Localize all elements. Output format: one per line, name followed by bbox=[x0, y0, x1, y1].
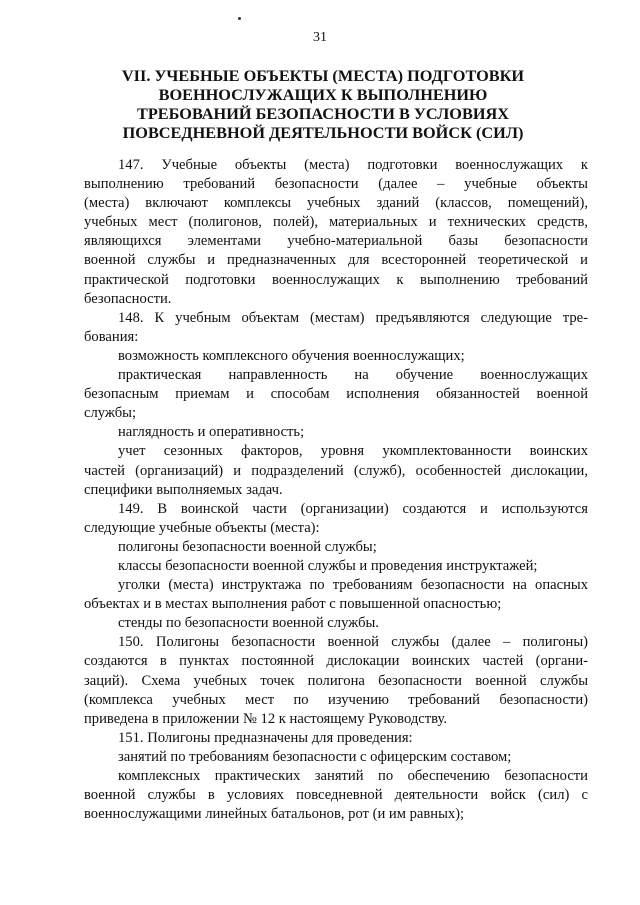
section-title-line: ПОВСЕДНЕВНОЙ ДЕЯТЕЛЬНОСТИ ВОЙСК (СИЛ) bbox=[122, 123, 524, 142]
paragraph bbox=[84, 614, 588, 633]
paragraph bbox=[84, 366, 588, 423]
paragraph-line: специфики выполняемых задач. bbox=[84, 481, 283, 498]
paragraph-line: комплексных практических занятий по обеспечению безопасности bbox=[118, 768, 588, 784]
paragraph bbox=[84, 442, 588, 499]
paragraph bbox=[84, 767, 588, 824]
paragraph bbox=[84, 576, 588, 614]
paragraph-line: 150. Полигоны безопасности военной службы (далее – полигоны) bbox=[118, 634, 588, 651]
paragraph-line: стенды по безопасности военной службы. bbox=[118, 615, 379, 632]
paragraph-line: (комплекса учебных мест по изучению требований безопасности) bbox=[84, 691, 588, 708]
paragraph-line: военной службы в условиях повседневной деятельности войск (сил) с bbox=[84, 787, 588, 804]
paragraph-line: безопасным приемам и способам исполнения обязанностей военной bbox=[84, 386, 588, 403]
paragraph-line: военнослужащими линейных батальонов, рот (и им равных); bbox=[84, 806, 465, 823]
paragraph bbox=[84, 347, 588, 366]
paragraph-line: 149. В воинской части (организации) создаются и используются bbox=[118, 500, 588, 517]
section-title-line: ТРЕБОВАНИЙ БЕЗОПАСНОСТИ В УСЛОВИЯХ bbox=[136, 104, 510, 123]
paragraph-line: бования: bbox=[84, 328, 139, 345]
paragraph-line: частей (организаций) и подразделений (служб), особенностей дислокации, bbox=[84, 462, 588, 479]
scan-speck bbox=[238, 17, 241, 20]
paragraph-line: практической подготовки военнослужащих к выполнению требований bbox=[84, 271, 588, 288]
paragraph-line: выполнению требований безопасности (далее – учебные объекты bbox=[84, 176, 588, 193]
paragraph bbox=[84, 500, 588, 538]
paragraph-line: возможность комплексного обучения военнослужащих; bbox=[118, 347, 465, 364]
paragraph-line: учет сезонных факторов, уровня укомплектованности воинских bbox=[118, 443, 588, 460]
paragraph-line: заций). Схема учебных точек полигона безопасности военной службы bbox=[84, 672, 588, 689]
paragraph-line: приведена в приложении № 12 к настоящему Руководству. bbox=[84, 710, 447, 727]
paragraph-line: объектах и в местах выполнения работ с повышенной опасностью; bbox=[84, 596, 502, 613]
paragraph bbox=[84, 633, 588, 728]
paragraph-line: наглядность и оперативность; bbox=[118, 424, 305, 441]
paragraph-line: учебных мест (полигонов, полей), материальных и технических средств, bbox=[84, 214, 588, 231]
paragraph-line: уголки (места) инструктажа по требованиям безопасности на опасных bbox=[118, 577, 588, 594]
paragraph-line: полигоны безопасности военной службы; bbox=[118, 538, 377, 555]
document-body bbox=[84, 156, 588, 824]
paragraph bbox=[84, 729, 588, 748]
paragraph bbox=[84, 557, 588, 576]
paragraph bbox=[84, 156, 588, 309]
section-title bbox=[90, 66, 556, 142]
paragraph-line: следующие учебные объекты (места): bbox=[84, 519, 320, 536]
paragraph bbox=[84, 748, 588, 767]
section-title-line: VII. УЧЕБНЫЕ ОБЪЕКТЫ (МЕСТА) ПОДГОТОВКИ bbox=[121, 66, 525, 85]
section-title-line: ВОЕННОСЛУЖАЩИХ К ВЫПОЛНЕНИЮ bbox=[158, 85, 488, 104]
paragraph-line: 147. Учебные объекты (места) подготовки военнослужащих к bbox=[118, 157, 588, 173]
paragraph-line: практическая направленность на обучение военнослужащих bbox=[118, 367, 588, 384]
paragraph-line: 148. К учебным объектам (местам) предъявляются следующие тре- bbox=[118, 309, 588, 326]
paragraph bbox=[84, 538, 588, 557]
paragraph bbox=[84, 423, 588, 442]
page-number: 31 bbox=[313, 30, 327, 45]
paragraph-line: создаются в пунктах постоянной дислокации воинских частей (органи- bbox=[84, 653, 588, 670]
paragraph bbox=[84, 309, 588, 347]
paragraph-line: безопасности. bbox=[84, 290, 172, 307]
paragraph-line: классы безопасности военной службы и проведения инструктажей; bbox=[118, 557, 538, 574]
paragraph-line: военной службы и предназначенных для всесторонней теоретической и bbox=[84, 252, 588, 269]
paragraph-line: службы; bbox=[84, 405, 137, 422]
paragraph-line: занятий по требованиям безопасности с офицерским составом; bbox=[118, 748, 512, 765]
paragraph-line: 151. Полигоны предназначены для проведения: bbox=[118, 729, 413, 746]
paragraph-line: (места) включают комплексы учебных зданий (классов, помещений), bbox=[84, 195, 588, 212]
paragraph-line: являющихся элементами учебно-материальной базы безопасности bbox=[84, 233, 588, 250]
